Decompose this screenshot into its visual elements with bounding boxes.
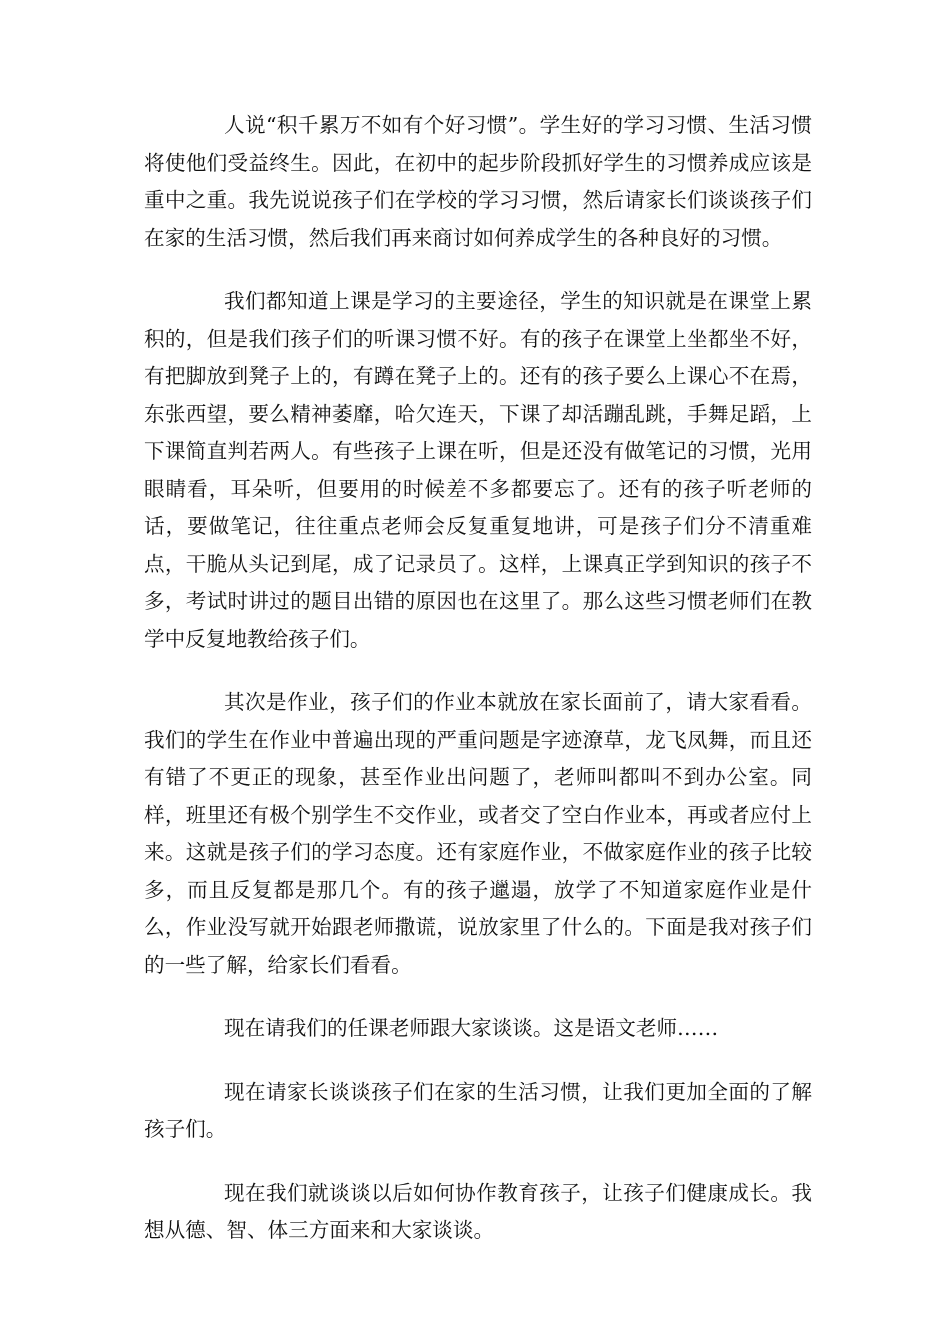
paragraph-teachers-talk: 现在请我们的任课老师跟大家谈谈。这是语文老师…… <box>224 1016 719 1040</box>
paragraph-listening-habits: 我们都知道上课是学习的主要途径，学生的知识就是在课堂上累积的，但是我们孩子们的听课习惯不好。有的孩子在课堂上坐都坐不好，有把脚放到凳子上的，有蹲在凳子上的。还有的孩子要么上课心不在焉，东张西望，要么精神萎靡，哈欠连天，下课了却活蹦乱跳，手舞足蹈，上下课简直判若两人。有些孩子上课在听，但是还没有做笔记的习惯，光用眼睛看，耳朵听，但要用的时候差不多都要忘了。还有的孩子听老师的话，要做笔记，往往重点老师会反复重复地讲，可是孩子们分不清重难点，干脆从头记到尾，成了记录员了。这样，上课真正学到知识的孩子不多，考试时讲过的题目出错的原因也在这里了。那么这些习惯老师们在教学中反复地教给孩子们。 <box>144 289 812 651</box>
paragraph-cooperation: 现在我们就谈谈以后如何协作教育孩子，让孩子们健康成长。我想从德、智、体三方面来和大家谈谈。 <box>144 1180 812 1242</box>
paragraph-homework: 其次是作业，孩子们的作业本就放在家长面前了，请大家看看。我们的学生在作业中普遍出现的严重问题是字迹潦草，龙飞凤舞，而且还有错了不更正的现象，甚至作业出问题了，老师叫都叫不到办公室。同样，班里还有极个别学生不交作业，或者交了空白作业本，再或者应付上来。这就是孩子们的学习态度。还有家庭作业，不做家庭作业的孩子比较多，而且反复都是那几个。有的孩子邋遢，放学了不知道家庭作业是什么，作业没写就开始跟老师撒谎，说放家里了什么的。下面是我对孩子们的一些了解，给家长们看看。 <box>144 690 812 977</box>
paragraph-habits-intro: 人说“积千累万不如有个好习惯”。学生好的学习习惯、生活习惯将使他们受益终生。因此，在初中的起步阶段抓好学生的习惯养成应该是重中之重。我先说说孩子们在学校的学习习惯，然后请家长们谈谈孩子们在家的生活习惯，然后我们再来商讨如何养成学生的各种良好的习惯。 <box>144 113 812 250</box>
document-body <box>144 107 812 1276</box>
paragraph-parents-talk: 现在请家长谈谈孩子们在家的生活习惯，让我们更加全面的了解孩子们。 <box>144 1079 812 1141</box>
